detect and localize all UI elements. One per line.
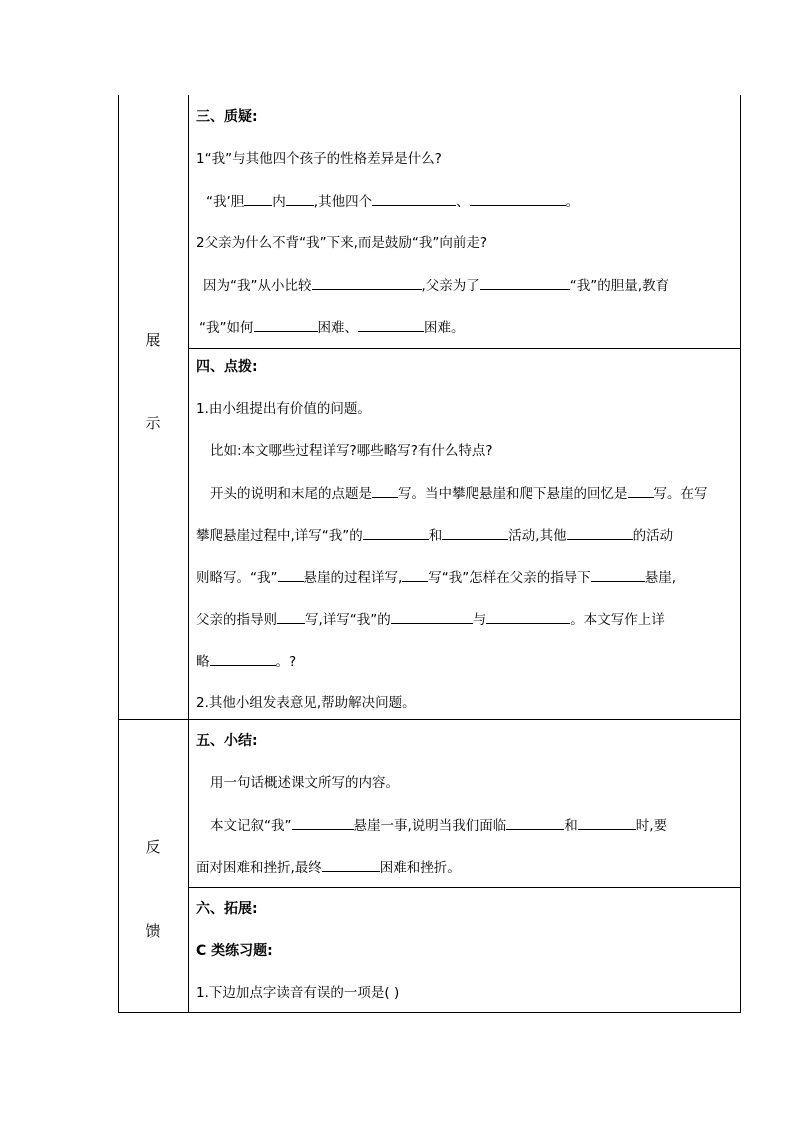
table-right-border — [740, 95, 741, 1013]
row-separator-5-6 — [188, 887, 741, 888]
row-separator-zhanshi-fankui — [118, 719, 741, 720]
blank[interactable] — [442, 526, 508, 540]
blank[interactable] — [567, 526, 633, 540]
section3-heading: 三、质疑: — [196, 109, 258, 125]
table-divider — [188, 95, 189, 1013]
section6-subheading: C 类练习题: — [196, 943, 273, 959]
section3-answer-2-line2: “我”如何 困难、 困难。 — [199, 320, 465, 336]
blank[interactable] — [470, 192, 566, 206]
blank[interactable] — [506, 816, 564, 830]
label-kui: 馈 — [145, 922, 161, 940]
table-left-border — [118, 95, 119, 1013]
blank[interactable] — [372, 192, 456, 206]
section4-para-line4: 父亲的指导则 写,详写“我”的 与 。本文写作上详 — [196, 612, 665, 628]
section4-para-line1: 开头的说明和末尾的点题是 写。当中攀爬悬崖和爬下悬崖的回忆是 写。在写 — [210, 486, 708, 502]
section3-question-2: 2父亲为什么不背“我”下来,而是鼓励“我”向前走? — [196, 235, 488, 251]
blank[interactable] — [278, 568, 304, 582]
section6-item-1: 1.下边加点字读音有误的一项是( ) — [196, 985, 400, 1001]
section4-heading: 四、点拨: — [196, 359, 258, 375]
section3-answer-2-line1: 因为“我”从小比较 ,父亲为了 “我”的胆量,教育 — [203, 278, 670, 294]
label-zhan: 展 — [145, 331, 161, 349]
blank[interactable] — [254, 318, 318, 332]
section5-line-3: 面对困难和挫折,最终 困难和挫折。 — [196, 860, 461, 876]
blank[interactable] — [486, 610, 570, 624]
blank[interactable] — [480, 276, 570, 290]
blank[interactable] — [578, 816, 636, 830]
table-bottom-border — [118, 1012, 741, 1013]
blank[interactable] — [210, 652, 276, 666]
section4-item-2: 2.其他小组发表意见,帮助解决问题。 — [196, 695, 416, 711]
blank[interactable] — [292, 816, 354, 830]
section5-line-2: 本文记叙“我” 悬崖一事,说明当我们面临 和 时,要 — [210, 818, 668, 834]
section4-para-line3: 则略写。“我” 悬崖的过程详写, 写“我”怎样在父亲的指导下 悬崖, — [196, 570, 677, 586]
label-shi: 示 — [145, 414, 161, 432]
blank[interactable] — [402, 568, 428, 582]
section4-para-line2: 攀爬悬崖过程中,详写“我”的 和 活动,其他 的活动 — [196, 528, 674, 544]
section4-para-line5: 略 。? — [196, 654, 297, 670]
section6-heading: 六、拓展: — [196, 901, 258, 917]
blank[interactable] — [277, 610, 305, 624]
blank[interactable] — [312, 276, 422, 290]
section4-item-1: 1.由小组提出有价值的问题。 — [196, 401, 371, 417]
section4-example: 比如:本文哪些过程详写?哪些略写?有什么特点? — [210, 443, 493, 459]
blank[interactable] — [286, 192, 314, 206]
section5-heading: 五、小结: — [196, 733, 258, 749]
blank[interactable] — [322, 858, 380, 872]
blank[interactable] — [363, 526, 429, 540]
blank[interactable] — [628, 484, 654, 498]
section5-line-1: 用一句话概述课文所写的内容。 — [210, 775, 399, 791]
row-separator-3-4 — [188, 348, 741, 349]
blank[interactable] — [591, 568, 645, 582]
blank[interactable] — [244, 192, 272, 206]
section3-answer-1: “我’胆 内 ,其他四个 、 。 — [206, 194, 580, 210]
blank[interactable] — [358, 318, 424, 332]
label-fan: 反 — [145, 838, 161, 856]
blank[interactable] — [391, 610, 473, 624]
blank[interactable] — [372, 484, 398, 498]
section3-question-1: 1“我”与其他四个孩子的性格差异是什么? — [196, 151, 442, 167]
